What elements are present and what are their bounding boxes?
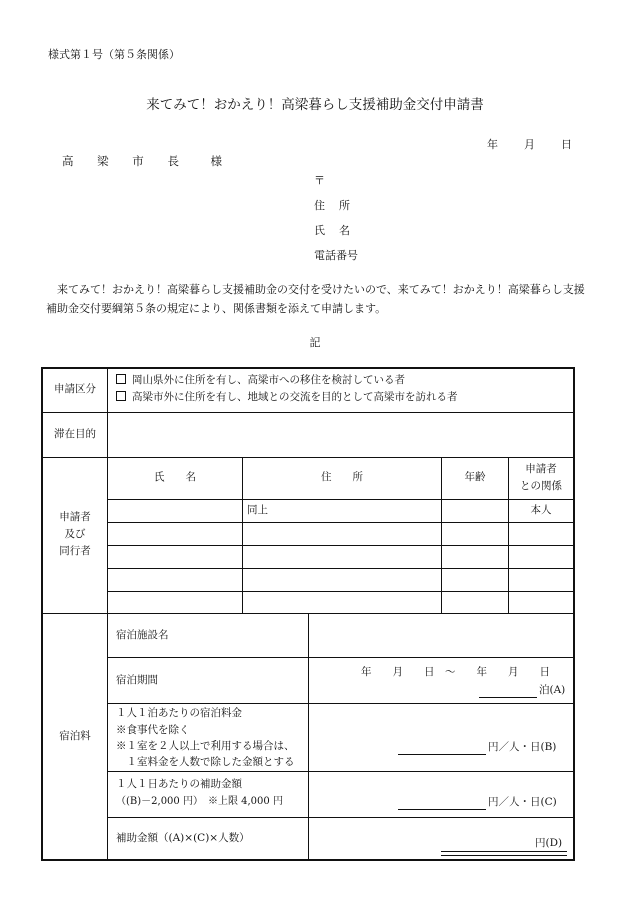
category-option-1-label: 岡山県外に住所を有し、高梁市への移住を検討している者 (132, 374, 405, 386)
category-option-2[interactable] (116, 389, 458, 406)
date-year: 年 (487, 138, 498, 151)
application-date (487, 136, 572, 152)
ki-heading: 記 (309, 336, 321, 349)
addressee: 高 梁 市 長 様 (62, 154, 232, 168)
applicants-label-line-1: 申請者 (59, 511, 91, 523)
total-suffix: 円(D) (535, 837, 563, 849)
application-table (41, 367, 575, 861)
checkbox-icon[interactable] (116, 391, 126, 401)
applicants-label (43, 509, 107, 560)
period-label: 宿泊期間 (116, 674, 158, 686)
subsidy-suffix: 円／人・日(C) (488, 796, 557, 808)
postal-mark: 〒 (314, 174, 325, 187)
purpose-label: 滞在目的 (54, 428, 96, 440)
form-number: 様式第１号（第５条関係） (48, 48, 180, 61)
fee-note-1: ※食事代を除く (116, 724, 190, 736)
total-label: 補助金額（(A)×(C)×人数） (116, 832, 250, 844)
period-dates[interactable]: 年 月 日 ～ 年 月 日 (361, 666, 550, 678)
phone-label: 電話番号 (314, 249, 358, 262)
name-label: 氏名 (314, 224, 364, 237)
document-title: 来てみて！おかえり！高梁暮らし支援補助金交付申請書 (146, 97, 484, 113)
header-relation (509, 461, 573, 495)
row1-address: 同上 (247, 504, 268, 516)
subsidy-label: １人１日あたりの補助金額 (116, 778, 242, 790)
header-name: 氏 名 (154, 471, 196, 483)
date-month: 月 (524, 138, 535, 151)
nights-suffix: 泊(A) (539, 684, 566, 696)
fee-note-2: ※１室を２人以上で利用する場合は、 (116, 740, 295, 752)
facility-field[interactable] (311, 616, 569, 655)
row1-relation: 本人 (530, 504, 552, 516)
header-address: 住 所 (321, 471, 363, 483)
category-option-2-label: 高梁市外に住所を有し、地域との交流を目的として高梁市を訪れる者 (132, 391, 458, 403)
applicants-label-line-3: 同行者 (59, 545, 91, 557)
date-day: 日 (561, 138, 572, 151)
header-relation-line-2: との関係 (520, 480, 562, 492)
fee-label: １人１泊あたりの宿泊料金 (116, 707, 242, 719)
applicants-label-line-2: 及び (64, 528, 86, 540)
facility-label: 宿泊施設名 (116, 629, 169, 641)
address-label: 住所 (314, 199, 364, 212)
subsidy-note: （(B)－2,000 円） ※上限 4,000 円 (116, 796, 283, 807)
fee-note-3: １室料金を人数で除した金額とする (116, 756, 295, 768)
category-label: 申請区分 (54, 383, 96, 395)
purpose-field[interactable] (111, 415, 569, 455)
checkbox-icon[interactable] (116, 374, 126, 384)
category-option-1[interactable] (116, 372, 405, 389)
header-relation-line-1: 申請者 (525, 463, 557, 475)
fee-suffix: 円／人・日(B) (488, 741, 557, 753)
application-statement: 来てみて！おかえり！高梁暮らし支援補助金の交付を受けたいので、来てみて！おかえり！高梁暮らし支援補助金交付要綱第５条の規定により、関係書類を添えて申請します。 (46, 283, 585, 315)
lodging-label: 宿泊料 (59, 730, 91, 742)
header-age: 年齢 (464, 471, 486, 483)
